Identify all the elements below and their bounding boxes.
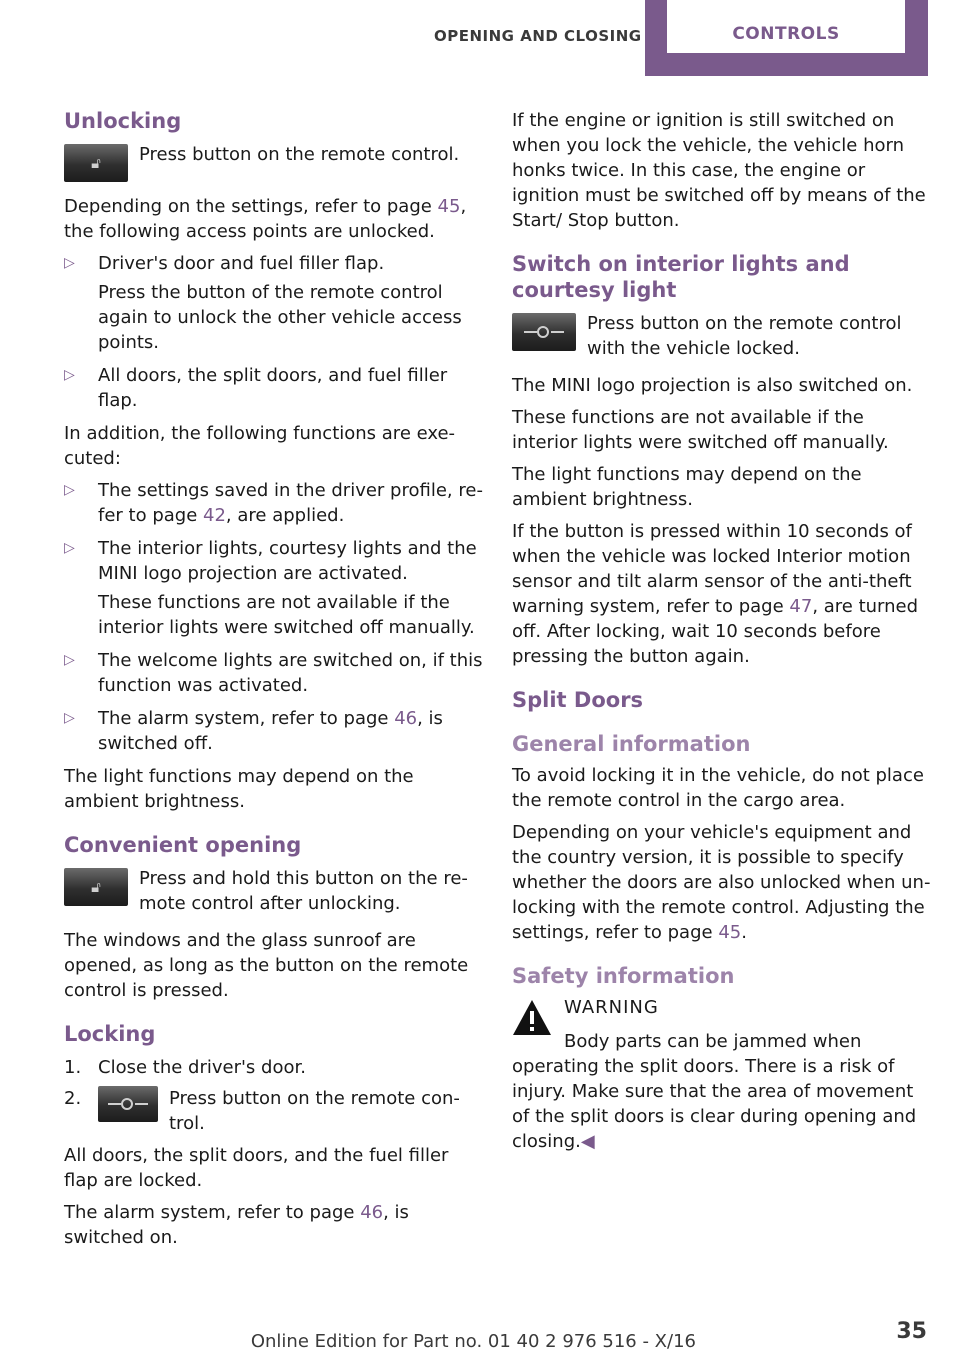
addition-text: In addition, the following functions are executed: bbox=[64, 423, 456, 469]
chapter-tab-inner bbox=[667, 0, 905, 53]
unlock-button-text: Press button on the remote control. bbox=[139, 144, 460, 165]
chapter-title: CONTROLS bbox=[732, 24, 840, 44]
locking-heading: Locking bbox=[64, 1022, 156, 1046]
list-item: ▷ The interior lights, courtesy lights and the MINI logo projection are activated. These functions are not available if the interior lights were switched off manually. bbox=[64, 538, 477, 638]
page-link[interactable]: 46 bbox=[360, 1202, 384, 1223]
end-mark-icon: ◀ bbox=[580, 1131, 595, 1152]
page-link[interactable]: 42 bbox=[203, 505, 226, 526]
page-link[interactable]: 46 bbox=[394, 708, 418, 729]
safety-info-heading: Safety information bbox=[512, 964, 735, 988]
section-title: OPENING AND CLOSING bbox=[434, 27, 642, 45]
unlock-list bbox=[64, 251, 484, 413]
bullet-icon: ▷ bbox=[64, 367, 75, 383]
list-item: ▷ All doors, the split doors, and fuel filler flap. bbox=[64, 365, 448, 411]
split-doors-heading: Split Doors bbox=[512, 688, 644, 712]
unlock-intro: Depending on the settings, refer to page 45, the following access points are unlocked. bbox=[64, 196, 467, 242]
edition-text: Online Edition for Part no. 01 40 2 976 516 - X/16 bbox=[250, 1331, 696, 1352]
unlock-button-icon: 🔓︎ bbox=[64, 868, 128, 906]
list-item: 1. Close the driver's door. bbox=[64, 1057, 306, 1078]
page-footer bbox=[0, 1319, 960, 1359]
warning-text: Body parts can be jammed when operating the split doors. There is a risk of injury. Make sure that the area of movement of the split doors is clear during opening and closing.◀ bbox=[512, 1031, 917, 1152]
page-link[interactable]: 45 bbox=[718, 922, 742, 943]
paragraph: These functions are not available if the interior lights were switched off manually. bbox=[512, 407, 889, 453]
paragraph: The light functions may depend on the ambient brightness. bbox=[512, 464, 862, 510]
interior-button-row bbox=[512, 311, 932, 361]
general-info-heading: General information bbox=[512, 732, 751, 756]
unlock-button-row bbox=[64, 142, 484, 182]
interior-heading: Switch on interior lights and courtesy light bbox=[512, 252, 850, 302]
convenient-button-row bbox=[64, 866, 484, 916]
list-item: ▷ The welcome lights are switched on, if this function was activated. bbox=[64, 650, 483, 696]
bullet-icon: ▷ bbox=[64, 255, 75, 271]
list-item: 2. Press button on the remote control. bbox=[64, 1088, 460, 1134]
page-header bbox=[0, 0, 960, 76]
engine-note: If the engine or ignition is still switched on when you lock the vehicle, the vehicle horn honks twice. In this case, the engine or ignition must be switched off by means of the Start/ Stop button. bbox=[512, 110, 926, 231]
bullet-icon: ▷ bbox=[64, 482, 75, 498]
page-link[interactable]: 47 bbox=[789, 596, 813, 617]
locking-alarm: The alarm system, refer to page 46, is switched on. bbox=[64, 1202, 409, 1248]
chapter-tab bbox=[645, 0, 928, 76]
paragraph: Depending on your vehicle's equipment and the country version, it is possible to specify whether the doors are also unlocked when unlocking with the remote control. Adjusting the settings, refer to page 45. bbox=[512, 822, 931, 943]
warning-icon bbox=[512, 999, 552, 1037]
locking-steps bbox=[64, 1055, 484, 1136]
list-item: ▷ The settings saved in the driver profile, refer to page 42, are applied. bbox=[64, 480, 483, 526]
page-number: 35 bbox=[896, 1319, 927, 1344]
right-column bbox=[512, 108, 932, 1161]
convenient-button-text: Press and hold this button on the remote control after unlocking. bbox=[139, 868, 468, 914]
light-note: The light functions may depend on the ambient brightness. bbox=[64, 766, 414, 812]
page-link[interactable]: 45 bbox=[437, 196, 461, 217]
left-column bbox=[64, 108, 484, 1257]
convenient-heading: Convenient opening bbox=[64, 833, 302, 857]
unlock-button-icon: 🔓︎ bbox=[64, 144, 128, 182]
interior-button-text: Press button on the remote control with the vehicle locked. bbox=[587, 313, 902, 359]
list-item: ▷ The alarm system, refer to page 46, is switched off. bbox=[64, 708, 443, 754]
locking-result: All doors, the split doors, and the fuel filler flap are locked. bbox=[64, 1145, 449, 1191]
bullet-icon: ▷ bbox=[64, 540, 75, 556]
functions-list bbox=[64, 478, 484, 756]
convenient-body: The windows and the glass sunroof are opened, as long as the button on the remote control is pressed. bbox=[64, 930, 469, 1001]
paragraph: To avoid locking it in the vehicle, do not place the remote control in the cargo area. bbox=[512, 765, 924, 811]
mini-logo-icon bbox=[512, 313, 576, 351]
warning-caption: WARNING bbox=[564, 997, 659, 1018]
bullet-icon: ▷ bbox=[64, 652, 75, 668]
unlocking-heading: Unlocking bbox=[64, 109, 182, 133]
mini-logo-icon bbox=[98, 1086, 158, 1122]
paragraph: If the button is pressed within 10 seconds of when the vehicle was locked Interior motion sensor and tilt alarm sensor of the anti-theft warning system, refer to page 47, are turned off. After locking, wait 10 seconds before pressing the button again. bbox=[512, 521, 919, 667]
paragraph: The MINI logo projection is also switched on. bbox=[512, 375, 913, 396]
list-item: ▷ Driver's door and fuel filler flap. Press the button of the remote control again to unlock the other vehicle access points. bbox=[64, 253, 462, 353]
bullet-icon: ▷ bbox=[64, 710, 75, 726]
